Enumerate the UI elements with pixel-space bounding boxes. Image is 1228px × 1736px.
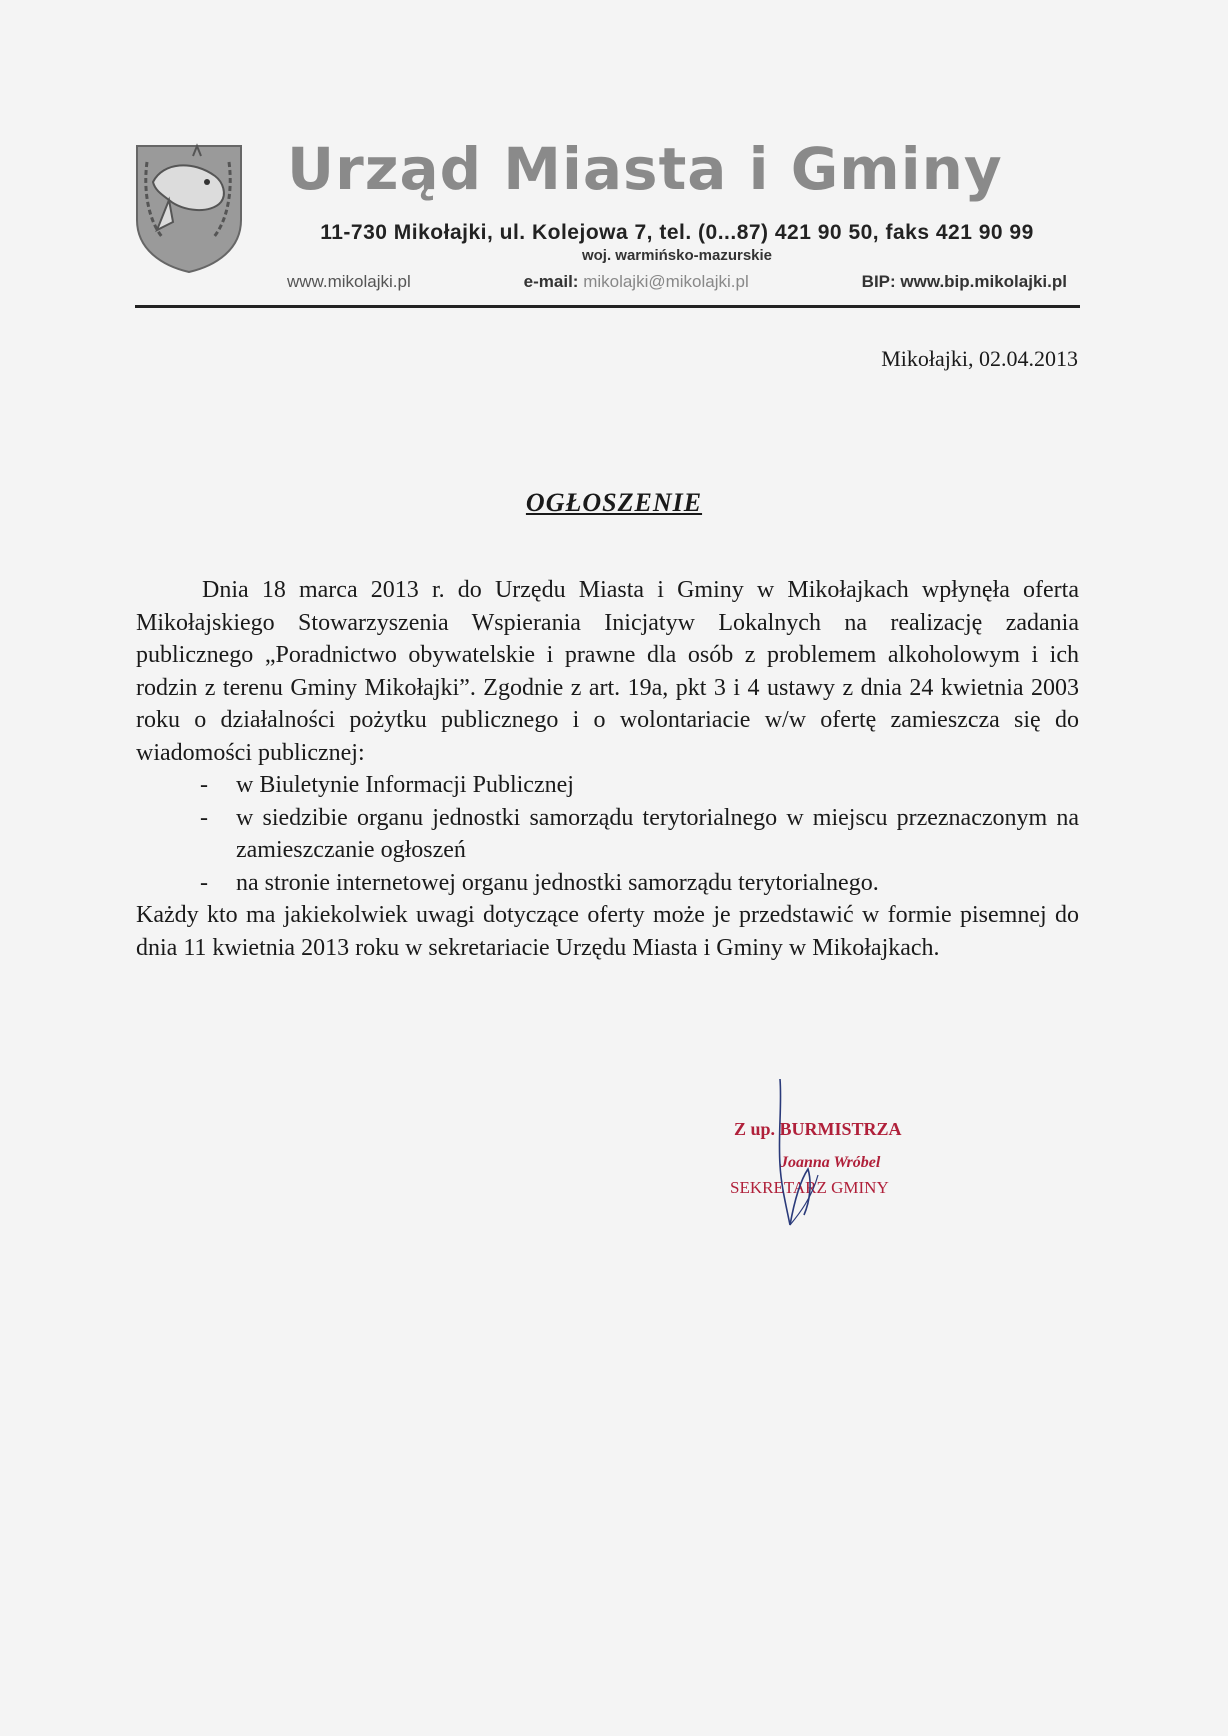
website-link: www.mikolajki.pl [287, 272, 411, 291]
email-block [524, 272, 749, 292]
list-item: - na stronie internetowej organu jednostki samorządu terytorialnego. [200, 869, 879, 896]
date-line: Mikołajki, 02.04.2013 [881, 346, 1078, 371]
official-stamp [720, 1075, 970, 1235]
announcement-paragraph: Dnia 18 marca 2013 r. do Urzędu Miasta i Gminy w Mikołajkach wpłynęła oferta Mikołajskiego Stowarzyszenia Wspierania Inicjatyw Lokalnych na realizację zadania publicznego „Poradnictwo obywatelskie i prawne dla osób z problemem alkoholowym i ich rodzin z terenu Gminy Mikołajki”. Zgodnie z art. 19a, pkt 3 i 4 ustawy z dnia 24 kwietnia 2003 roku o działalności pożytku publicznego i o wolontariacie w/w ofertę zamieszcza się do wiadomości publicznej: [136, 577, 1079, 766]
stamp-line-1: Z up. BURMISTRZA [734, 1119, 902, 1139]
publication-list [136, 769, 1079, 899]
document-heading: OGŁOSZENIE [525, 488, 703, 517]
letterhead-contacts [287, 272, 1067, 292]
email-label: e-mail: [523, 272, 579, 291]
email-address: mikolajki@mikolajki.pl [583, 272, 749, 291]
bip-address: www.bip.mikolajki.pl [900, 272, 1067, 291]
letterhead-region: woj. warmińsko-mazurskie [581, 247, 773, 264]
fish-crest-icon [133, 142, 245, 274]
list-item: - w Biuletynie Informacji Publicznej [200, 772, 574, 798]
bip-label: BIP: [861, 272, 896, 291]
letterhead-address: 11-730 Mikołajki, ul. Kolejowa 7, tel. (0...87) 421 90 50, faks 421 90 99 [320, 221, 1034, 244]
closing-paragraph: Każdy kto ma jakiekolwiek uwagi dotyczące oferty może je przedstawić w formie pisemnej do dnia 11 kwietnia 2013 roku w sekretariacie Urzędu Miasta i Gminy w Mikołajkach. [136, 902, 1079, 961]
letterhead-title: Urząd Miasta i Gminy [287, 135, 1003, 203]
stamp-line-2: SEKRETARZ GMINY [730, 1178, 889, 1197]
header-divider [135, 305, 1080, 308]
document-body [136, 574, 1079, 964]
list-item: - w siedzibie organu jednostki samorządu terytorialnego w miejscu przeznaczonym na zamieszczanie ogłoszeń [200, 804, 1079, 863]
bip-block [862, 272, 1067, 292]
stamp-name: Joanna Wróbel [780, 1154, 881, 1171]
